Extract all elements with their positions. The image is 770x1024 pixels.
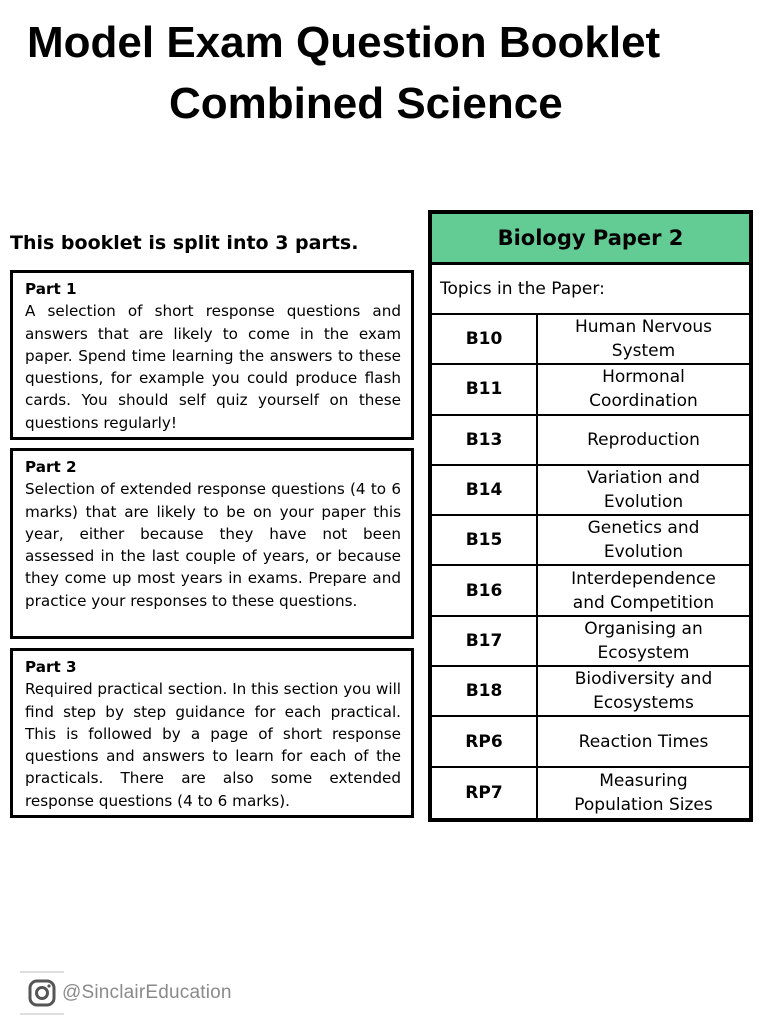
table-row	[432, 315, 749, 365]
topic-code: RP6	[432, 717, 538, 765]
topic-name: Genetics and Evolution	[587, 518, 700, 563]
panel-heading: Biology Paper 2	[432, 214, 749, 265]
title-line-2: Combined Science	[169, 79, 563, 128]
table-row	[432, 516, 749, 566]
table-row	[432, 416, 749, 466]
page-title	[0, 12, 770, 134]
panel-subheading: Topics in the Paper:	[432, 265, 749, 315]
table-row	[432, 667, 749, 717]
table-row	[432, 617, 749, 667]
topic-name: Reproduction	[587, 429, 700, 450]
topic-name: Biodiversity and Ecosystems	[574, 669, 713, 714]
topic-code: B10	[432, 315, 538, 363]
topic-code: B18	[432, 667, 538, 715]
topic-code: B11	[432, 365, 538, 413]
part-1-box	[10, 270, 414, 440]
part-3-title: Part 3	[25, 658, 77, 676]
topic-name: Interdependence and Competition	[571, 568, 716, 613]
topic-name: Hormonal Coordination	[589, 367, 698, 412]
topic-code: B15	[432, 516, 538, 564]
table-row	[432, 466, 749, 516]
part-2-box	[10, 448, 414, 639]
title-line-1: Model Exam Question Booklet	[27, 18, 661, 67]
social-handle	[20, 970, 238, 1016]
table-row	[432, 768, 749, 818]
part-3-text: Required practical section. In this section you will find step by step guidance for each practical. This is followed by a page of short response questions and answers to learn for each of the practicals. There are also some extended response questions (4 to 6 marks).	[25, 680, 402, 810]
table-row	[432, 365, 749, 415]
part-2-text: Selection of extended response questions (4 to 6 marks) that are likely to be on your paper this year, either because they have not been assessed in the last couple of years, or because they come up most years in exams. Prepare and practice your responses to these questions.	[25, 480, 401, 610]
part-3-box	[10, 648, 414, 818]
instagram-icon	[20, 971, 64, 1015]
topic-code: B14	[432, 466, 538, 514]
topic-name: Reaction Times	[578, 731, 709, 752]
part-1-text: A selection of short response questions and answers that are likely to come in the exam paper. Spend time learning the answers to these questions, for example you could produce flash cards. You should self quiz yourself on these questions regularly!	[25, 302, 401, 432]
topic-code: B16	[432, 566, 538, 614]
topic-name: Measuring Population Sizes	[574, 770, 713, 815]
topic-name: Organising an Ecosystem	[584, 618, 703, 663]
topic-code: B13	[432, 416, 538, 464]
topic-name: Human Nervous System	[575, 317, 712, 362]
table-row	[432, 566, 749, 616]
topics-panel	[428, 210, 753, 822]
part-1-title: Part 1	[25, 280, 77, 298]
topic-code: B17	[432, 617, 538, 665]
topic-name: Variation and Evolution	[587, 468, 700, 513]
intro-text: This booklet is split into 3 parts.	[10, 232, 359, 254]
part-2-title: Part 2	[25, 458, 77, 476]
topics-table	[432, 315, 749, 818]
topic-code: RP7	[432, 768, 538, 818]
handle-text: @SinclairEducation	[62, 982, 232, 1003]
table-row	[432, 717, 749, 767]
